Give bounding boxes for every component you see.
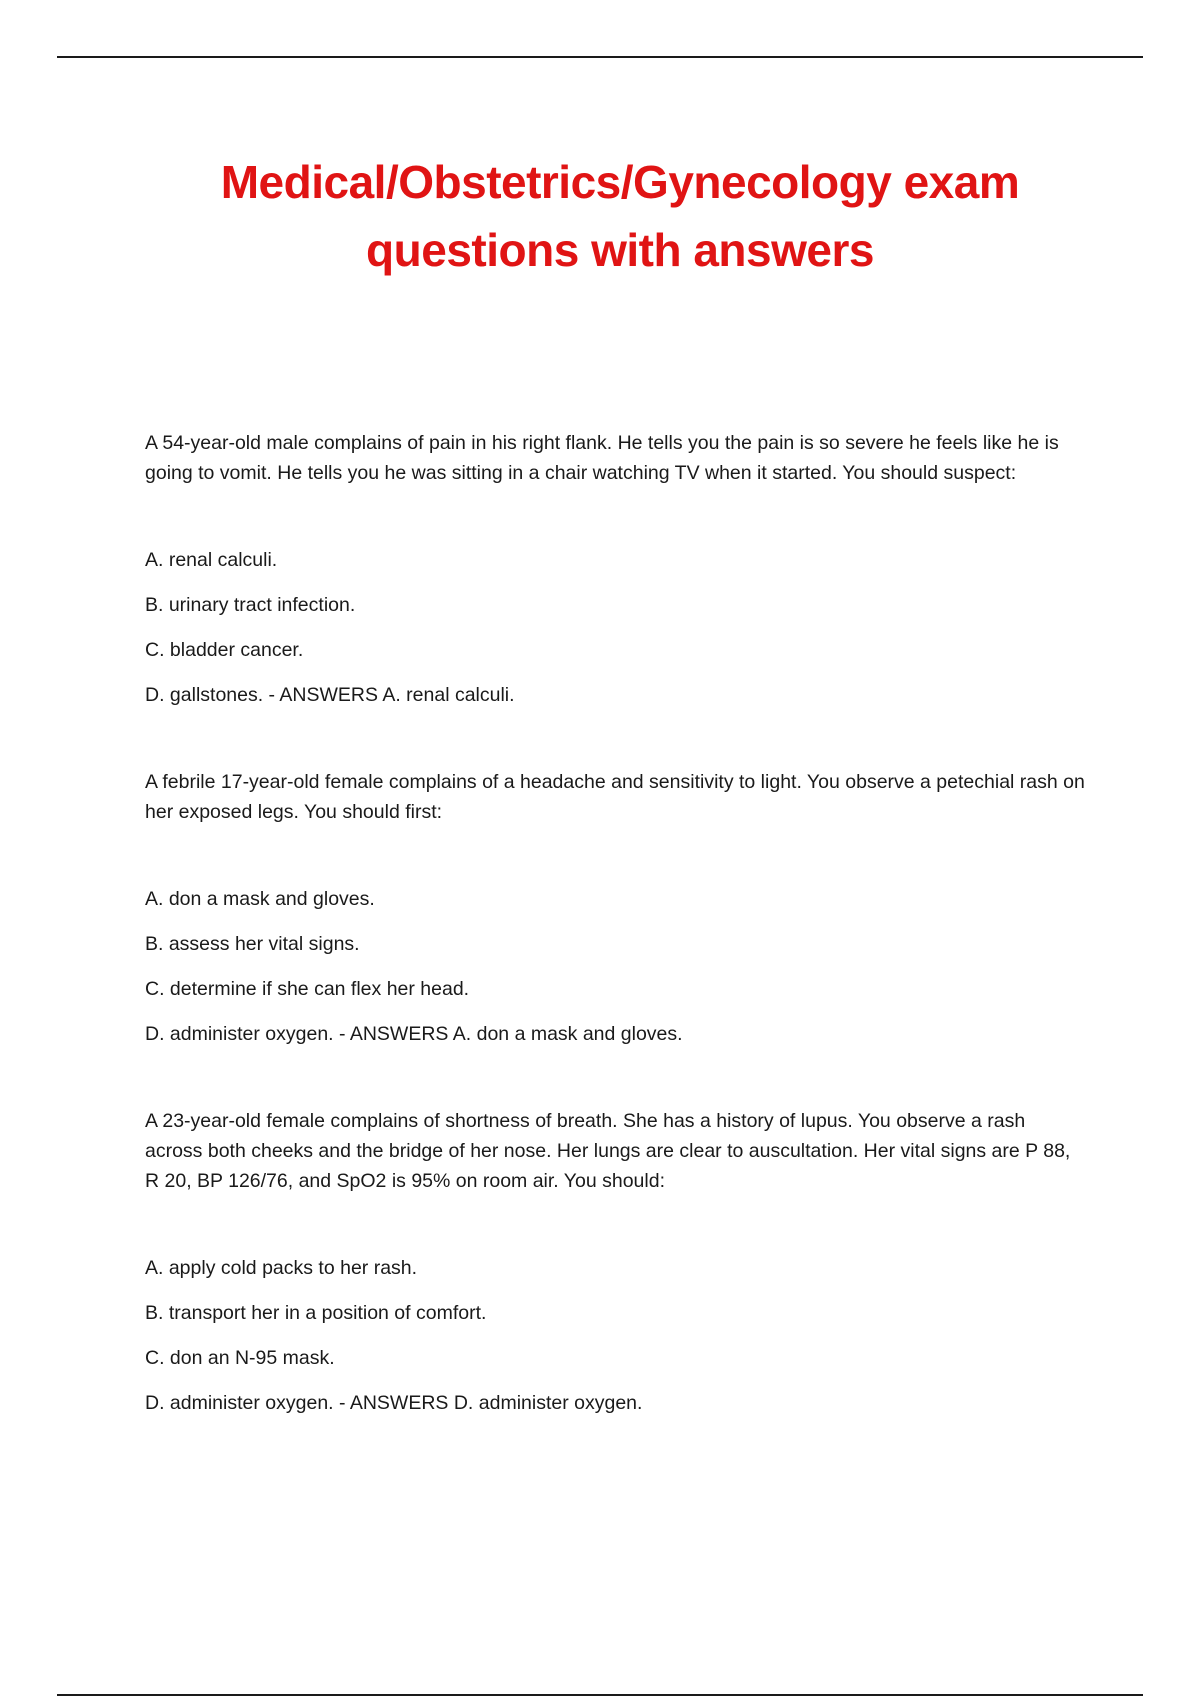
question-text: A 54-year-old male complains of pain in his right flank. He tells you the pain is so severe he feels like he is going to vomit. He tells you he was sitting in a chair watching TV when it started. You should suspect: (145, 432, 1059, 484)
answer-option-a: A. apply cold packs to her rash. (145, 1257, 418, 1279)
answer-option-d-with-answer: D. gallstones. - ANSWERS A. renal calculi. (145, 684, 515, 706)
answer-option-a: A. don a mask and gloves. (145, 888, 375, 910)
question-block-1 (145, 428, 1085, 710)
document-title: Medical/Obstetrics/Gynecology exam questions with answers (220, 156, 1020, 276)
question-text: A febrile 17-year-old female complains of a headache and sensitivity to light. You observe a petechial rash on her exposed legs. You should first: (145, 771, 1085, 823)
answer-option-b: B. urinary tract infection. (145, 594, 356, 616)
answer-option-b: B. transport her in a position of comfort. (145, 1302, 487, 1324)
question-block-3 (145, 1106, 1085, 1418)
top-divider (57, 56, 1143, 58)
questions-list (145, 428, 1085, 1418)
answer-option-d-with-answer: D. administer oxygen. - ANSWERS D. administer oxygen. (145, 1392, 643, 1414)
bottom-divider (57, 1694, 1143, 1696)
answer-option-c: C. determine if she can flex her head. (145, 978, 470, 1000)
answer-option-b: B. assess her vital signs. (145, 933, 360, 955)
answer-option-c: C. bladder cancer. (145, 639, 304, 661)
answer-option-d-with-answer: D. administer oxygen. - ANSWERS A. don a mask and gloves. (145, 1023, 683, 1045)
question-block-2 (145, 767, 1085, 1049)
question-text: A 23-year-old female complains of shortness of breath. She has a history of lupus. You observe a rash across both cheeks and the bridge of her nose. Her lungs are clear to auscultation. Her vital signs are P 88, R 20, BP 126/76, and SpO2 is 95% on room air. You should: (145, 1110, 1071, 1192)
answer-option-c: C. don an N-95 mask. (145, 1347, 335, 1369)
answer-option-a: A. renal calculi. (145, 549, 278, 571)
